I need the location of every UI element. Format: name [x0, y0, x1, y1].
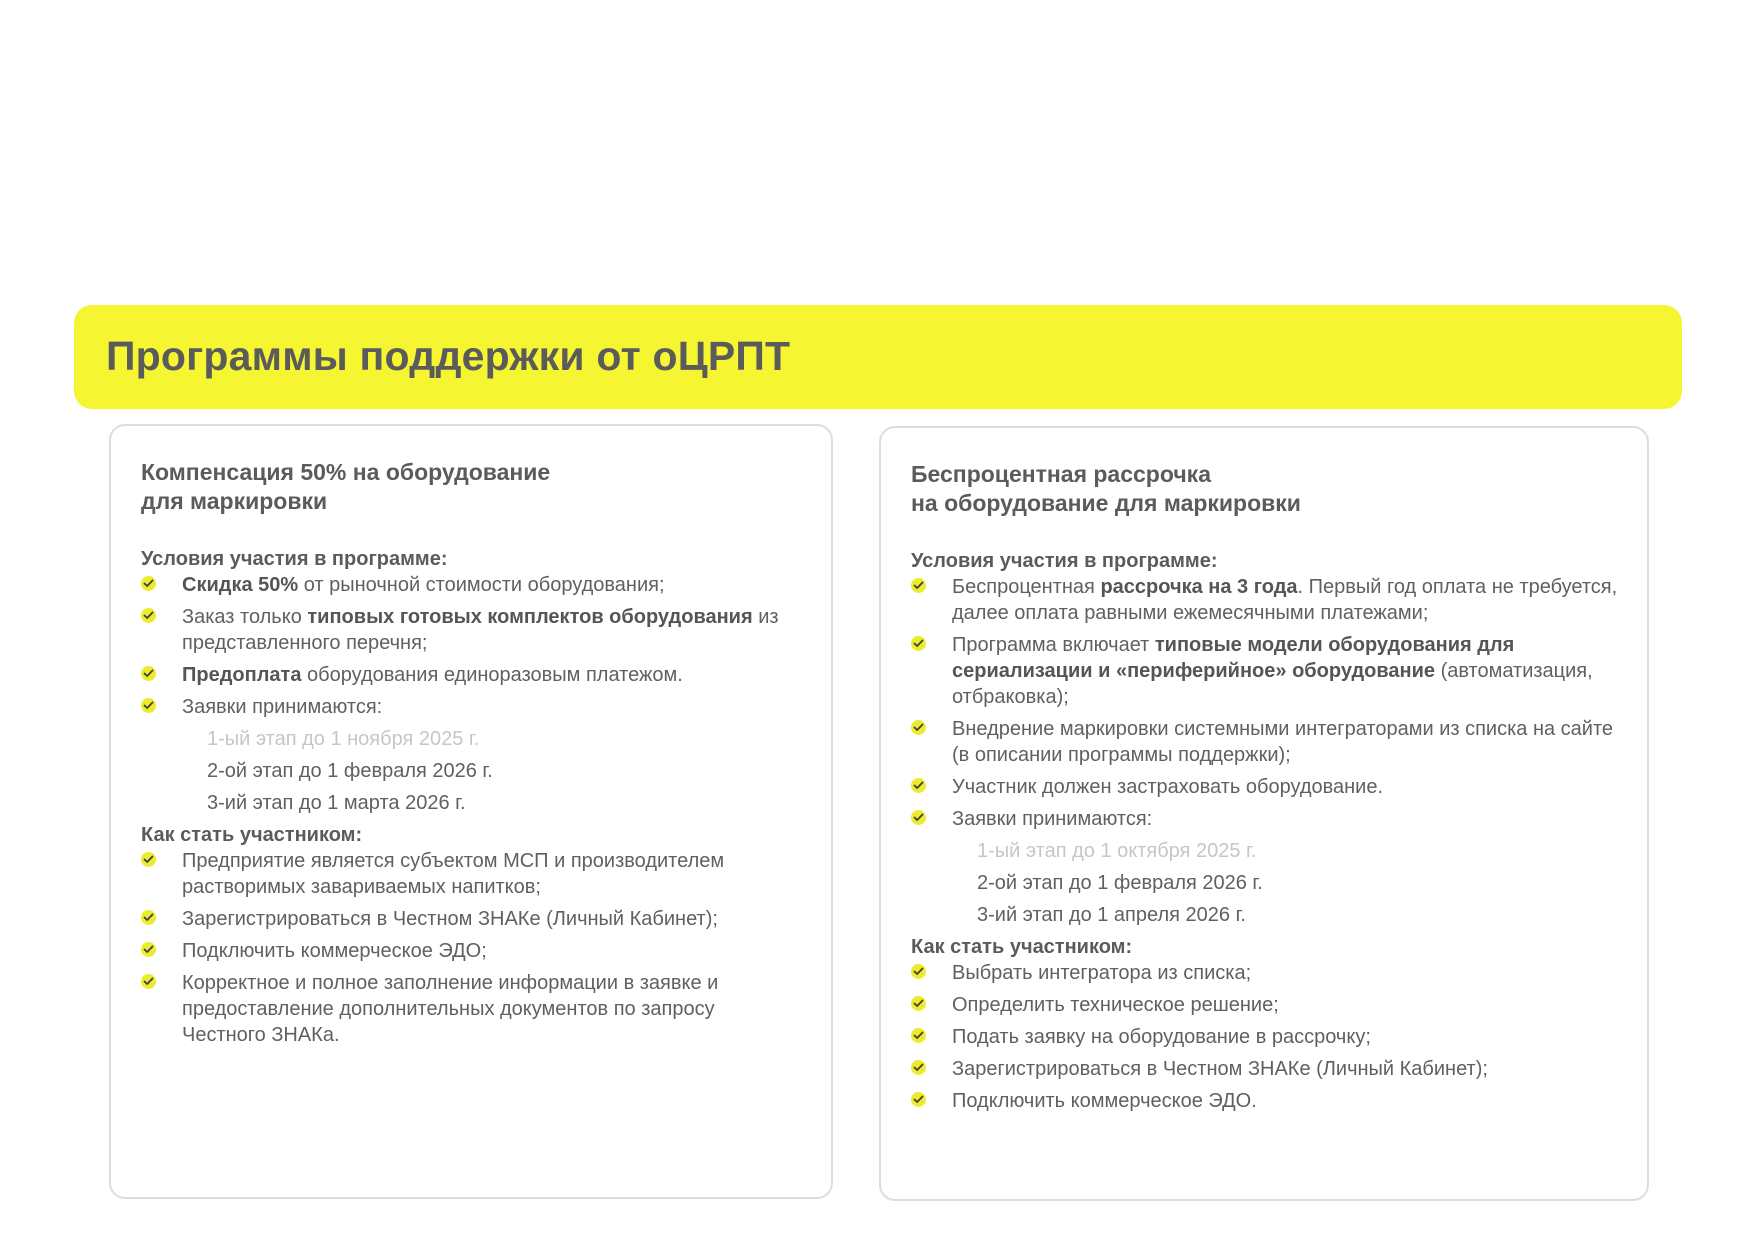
check-icon: [141, 974, 156, 989]
card-title-line: на оборудование для маркировки: [911, 490, 1301, 516]
how-heading: Как стать участником:: [141, 824, 363, 846]
list-item: Определить техническое решение;: [911, 992, 1619, 1018]
check-icon: [911, 964, 926, 979]
title-banner: [74, 305, 1682, 409]
stage-item: 2-ой этап до 1 февраля 2026 г.: [207, 760, 493, 782]
check-icon: [141, 608, 156, 623]
list-item: Выбрать интегратора из списка;: [911, 960, 1619, 986]
check-icon: [911, 636, 926, 651]
list-item: Предприятие является субъектом МСП и производителем растворимых завариваемых напитков;: [141, 848, 803, 900]
program-card-compensation: [109, 424, 833, 1199]
stage-item: 3-ий этап до 1 апреля 2026 г.: [977, 904, 1246, 926]
list-item: Подать заявку на оборудование в рассрочку;: [911, 1024, 1619, 1050]
check-icon: [141, 942, 156, 957]
list-item: Подключить коммерческое ЭДО.: [911, 1088, 1619, 1114]
check-icon: [141, 698, 156, 713]
conditions-list: [911, 574, 1619, 832]
check-icon: [141, 852, 156, 867]
list-item: Зарегистрироваться в Честном ЗНАКе (Личный Кабинет);: [911, 1056, 1619, 1082]
how-list: [911, 960, 1619, 1114]
list-item: Зарегистрироваться в Честном ЗНАКе (Личный Кабинет);: [141, 906, 803, 932]
how-list: [141, 848, 803, 1048]
program-card-installment: [879, 426, 1649, 1201]
list-item: Скидка 50% от рыночной стоимости оборудования;: [141, 572, 803, 598]
list-item: Внедрение маркировки системными интеграторами из списка на сайте (в описании программы поддержки);: [911, 716, 1619, 768]
check-icon: [911, 778, 926, 793]
list-item: Предоплата оборудования единоразовым платежом.: [141, 662, 803, 688]
stage-item: 3-ий этап до 1 марта 2026 г.: [207, 792, 466, 814]
list-item: Беспроцентная рассрочка на 3 года. Первый год оплата не требуется, далее оплата равными ежемесячными платежами;: [911, 574, 1619, 626]
list-item: Заявки принимаются:: [141, 694, 803, 720]
check-icon: [911, 1028, 926, 1043]
stages-list: [911, 838, 1619, 928]
conditions-list: [141, 572, 803, 720]
stages-list: [141, 726, 803, 816]
card-title: [141, 458, 803, 516]
stage-item: 2-ой этап до 1 февраля 2026 г.: [977, 872, 1263, 894]
card-title-line: Компенсация 50% на оборудование: [141, 459, 551, 485]
check-icon: [141, 666, 156, 681]
check-icon: [141, 576, 156, 591]
list-item: Заказ только типовых готовых комплектов оборудования из представленного перечня;: [141, 604, 803, 656]
check-icon: [911, 578, 926, 593]
stage-item: 1-ый этап до 1 октября 2025 г.: [977, 840, 1257, 862]
check-icon: [141, 910, 156, 925]
check-icon: [911, 1092, 926, 1107]
check-icon: [911, 996, 926, 1011]
list-item: Заявки принимаются:: [911, 806, 1619, 832]
check-icon: [911, 1060, 926, 1075]
card-title: [911, 460, 1619, 518]
card-title-line: Беспроцентная рассрочка: [911, 461, 1211, 487]
check-icon: [911, 720, 926, 735]
conditions-heading: Условия участия в программе:: [141, 548, 448, 570]
stage-item: 1-ый этап до 1 ноября 2025 г.: [207, 728, 480, 750]
list-item: Программа включает типовые модели оборудования для сериализации и «периферийное» оборудование (автоматизация, отбраковка);: [911, 632, 1619, 710]
how-heading: Как стать участником:: [911, 936, 1133, 958]
conditions-heading: Условия участия в программе:: [911, 550, 1218, 572]
list-item: Корректное и полное заполнение информации в заявке и предоставление дополнительных документов по запросу Честного ЗНАКа.: [141, 970, 803, 1048]
list-item: Подключить коммерческое ЭДО;: [141, 938, 803, 964]
check-icon: [911, 810, 926, 825]
list-item: Участник должен застраховать оборудование.: [911, 774, 1619, 800]
page-title: Программы поддержки от оЦРПТ: [106, 333, 791, 379]
card-title-line: для маркировки: [141, 488, 328, 514]
